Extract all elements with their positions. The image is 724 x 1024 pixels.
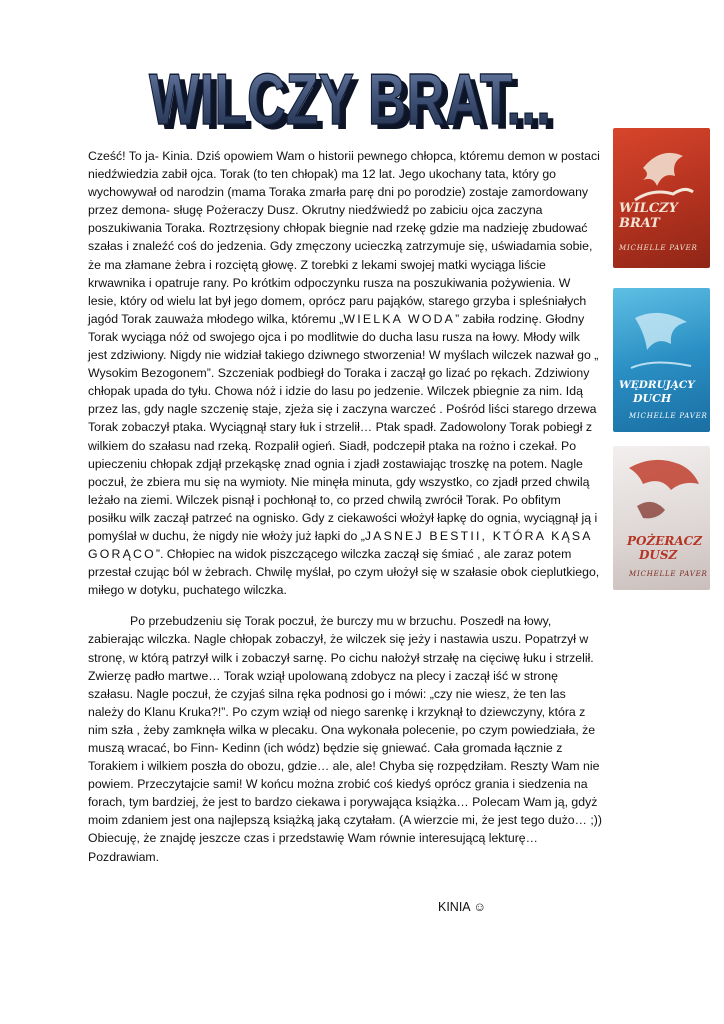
book-1-title-line1: WILCZY (619, 201, 678, 216)
spaced-phrase-wielka-woda: WIELKA WODA (343, 311, 456, 326)
book-3-title-line2: DUSZ (639, 548, 678, 562)
book-cover-pozeracz-dusz (613, 446, 710, 590)
page-title-shadow: WILCZY BRAT... (155, 65, 557, 142)
spirit-figure-icon (613, 288, 710, 432)
book-3-title-line1: POŻERACZ (627, 534, 702, 548)
book-cover-wilczy-brat (613, 128, 710, 268)
beast-figure-icon (613, 446, 710, 590)
book-2-title-line1: WĘDRUJĄCY (619, 379, 695, 391)
book-1-title-line2: BRAT (619, 216, 660, 231)
page-title: WILCZY BRAT... (149, 60, 551, 140)
book-2-title-line2: DUCH (633, 392, 672, 405)
paragraph-1 (88, 147, 602, 599)
paragraph-1-text-c: ”. Chłopiec na widok piszczącego wilczka zaczął się śmiać , ale zaraz potem przestał czując ból w żebrach. Chwilę myślał, po czym ułożył się w szałasie obok cieplutkiego, miłego w dotyku, puchatego wilczka. (88, 547, 600, 598)
book-cover-wedrujacy-duch (613, 288, 710, 432)
title-art (130, 52, 570, 142)
paragraph-1-text-a: Cześć! To ja- Kinia. Dziś opowiem Wam o historii pewnego chłopca, któremu demon w postaci niedźwiedzia zabił ojca. Torak (to ten chłopak) ma 12 lat. Jego ukochany tata, który go wychowywał od narodzin (mama Toraka zmarła parę dni po porodzie) zostaje zamordowany przez demona- sługę Pożeraczy Dusz. Okrutny niedźwiedź po zabiciu ojca zaczyna poszukiwania Toraka. Roztrzęsiony chłopak biegnie nad rzekę gdzie ma nadzieję zbudować szałas i znaleźć coś do jedzenia. Gdy zmęczony ucieczką zatrzymuje się, uświadamia sobie, że ma złamane żebra i rozciętą głowę. Z torebki z lekami swojej matki wyciąga liście krwawnika i opatruje rany. Po krótkim odpoczynku rusza na poszukiwania pożywienia. W lesie, który od wielu lat był jego domem, oprócz paru pająków, starego grzyba i spleśniałych jagód Torak zauważa młodego wilka, któremu „ (88, 149, 600, 326)
signature: KINIA ☺ (438, 900, 487, 914)
paragraph-1-text-b: ” zabiła rodzinę. Głodny Torak wyciąga nóż od swojego ojca i po modlitwie do ducha lasu rusza na łowy. Młody wilk jest zdziwiony. Nigdy nie widział takiego dziwnego stworzenia! W myślach wilczek nazwał go „ Wysokim Bezogonem”. Szczeniak podbiegł do Toraka i zaczął go lizać po rękach. Zdziwiony chłopak upada do tyłu. Chowa nóż i idzie do lasu po jedzenie. Wilczek pbiegnie za nim. Idą przez las, gdy nagle szczenię staje, zjeża się i zaczyna warczeć . Pośród liści starego drzewa Torak zobaczył ptaka. Wyciągnął stary łuk i strzelił… Ptak spadł. Zadowolony Torak pobiegł z wilkiem do szałasu nad rzeką. Rozpalił ogień. Siadł, podczepił ptaka na rożno i czekał. Po upieczeniu chłopak zdjął przekąskę znad ognia i zjadł zostawiając troszkę na potem. Nagle poczuł, że zbiera mu się na wymioty. Nie minęła minuta, gdy wszystko, co zjadł przed chwilą leżało na ziemi. Wilczek pisnął i pochłonął to, co przed chwilą zwrócił Torak. Po obfitym posiłku wilk zaczął patrzeć na ognisko. Gdy z ciekawości włożył łapkę do ognia, wyciągnął ją i pomyślał w duchu, że nigdy nie włoży już łapki do „ (88, 311, 599, 543)
title-banner (130, 52, 570, 142)
book-3-author: MICHELLE PAVER (629, 570, 708, 578)
article-body (88, 147, 602, 866)
spaced-phrase-jasnej-bestii: JASNEJ BESTII, KTÓRA KĄSA GORĄCO (88, 528, 593, 562)
paragraph-2: Po przebudzeniu się Torak poczuł, że burczy mu w brzuchu. Poszedł na łowy, zabierając wilczka. Nagle chłopak zobaczył, że wilczek się jeży i nastawia uszu. Popatrzył w stronę, w którą patrzył wilk i zobaczył sarnę. Po cichu nałożył strzałę na cięciwę łuku i strzelił. Zwierzę padło martwe… Torak wziął upolowaną zdobycz na plecy i zaczął iść w stronę szałasu. Nagle poczuł, że czyjaś silna ręka podnosi go i mówi: „czy nie wiesz, że ten las należy do Klanu Kruka?!”. Po czym wziął od niego sarenkę i krzyknął to dziewczyny, która z nim szła , żeby zamknęła wilka w plecaku. Ona wykonała polecenie, po czym powiedziała, że muszą wracać, bo Finn- Kedinn (ich wódz) będzie się gniewać. Cała gromada łącznie z Torakiem i wilkiem poszła do obozu, gdzie… ale, ale! Chyba się rozpędziłam. Reszty Wam nie powiem. Przeczytajcie sami! W końcu można zrobić coś kiedyś oprócz grania i siedzenia na forach, tym bardziej, że jest to bardzo ciekawa i porywająca książka… Polecam Wam ją, gdyż moim zdaniem jest ona najlepszą książką jaką czytałam. (A wierzcie mi, że jest tego dużo… ;)) Obiecuję, że znajdę jeszcze czas i przedstawię Wam równie interesującą lekturę… Pozdrawiam. (88, 614, 602, 864)
book-1-author: MICHELLE PAVER (619, 244, 698, 252)
book-2-author: MICHELLE PAVER (629, 412, 708, 420)
